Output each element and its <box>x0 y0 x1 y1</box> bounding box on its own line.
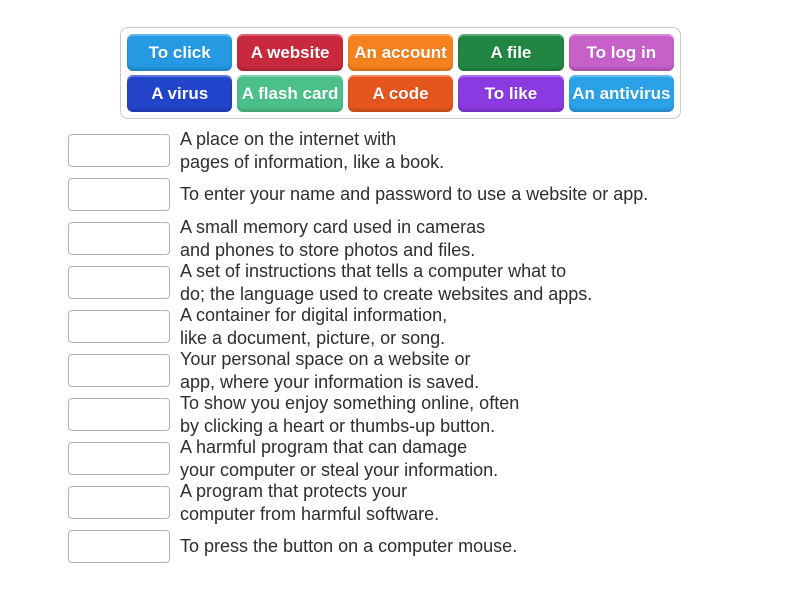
answer-drop-slot[interactable] <box>68 442 170 475</box>
definition-line: A small memory card used in cameras <box>180 216 486 237</box>
match-row <box>68 530 768 563</box>
definition-line: your computer or steal your information. <box>180 459 499 480</box>
answer-drop-slot[interactable] <box>68 530 170 563</box>
match-row <box>68 392 768 436</box>
word-tile-to-log-in[interactable]: To log in <box>569 34 674 71</box>
answer-drop-slot[interactable] <box>68 310 170 343</box>
definition-line: A container for digital information, <box>180 304 448 325</box>
word-bank-row-1 <box>127 34 674 71</box>
definition-line: app, where your information is saved. <box>180 371 480 392</box>
match-row <box>68 178 768 211</box>
definition-line: To show you enjoy something online, often <box>180 392 520 413</box>
word-tile-a-code[interactable]: A code <box>348 75 453 112</box>
definition-line: by clicking a heart or thumbs-up button. <box>180 415 496 436</box>
definition-line: pages of information, like a book. <box>180 151 445 172</box>
definition-text <box>180 260 592 306</box>
definition-line: Your personal space on a website or <box>180 348 471 369</box>
word-tile-a-virus[interactable]: A virus <box>127 75 232 112</box>
word-tile-an-account[interactable]: An account <box>348 34 453 71</box>
definition-line: To press the button on a computer mouse. <box>180 536 518 556</box>
definition-text <box>180 128 444 174</box>
match-row <box>68 128 768 172</box>
definition-line: A place on the internet with <box>180 128 397 149</box>
word-tile-a-website[interactable]: A website <box>237 34 342 71</box>
definition-line: To enter your name and password to use a website or app. <box>180 184 649 204</box>
definition-line: A program that protects your <box>180 480 408 501</box>
word-tile-to-like[interactable]: To like <box>458 75 563 112</box>
definitions-list <box>68 128 768 574</box>
word-tile-a-flash-card[interactable]: A flash card <box>237 75 342 112</box>
word-bank-panel <box>120 27 681 119</box>
answer-drop-slot[interactable] <box>68 134 170 167</box>
match-row <box>68 436 768 480</box>
answer-drop-slot[interactable] <box>68 178 170 211</box>
definition-text <box>180 183 648 206</box>
definition-text <box>180 392 519 438</box>
definition-text <box>180 348 479 394</box>
definition-line: A harmful program that can damage <box>180 436 468 457</box>
word-tile-an-antivirus[interactable]: An antivirus <box>569 75 674 112</box>
match-row <box>68 348 768 392</box>
definition-line: computer from harmful software. <box>180 503 440 524</box>
match-row <box>68 260 768 304</box>
word-tile-to-click[interactable]: To click <box>127 34 232 71</box>
definition-text <box>180 480 439 526</box>
answer-drop-slot[interactable] <box>68 222 170 255</box>
definition-line: and phones to store photos and files. <box>180 239 476 260</box>
definition-text <box>180 436 498 482</box>
answer-drop-slot[interactable] <box>68 398 170 431</box>
answer-drop-slot[interactable] <box>68 354 170 387</box>
match-row <box>68 216 768 260</box>
word-bank-row-2 <box>127 75 674 112</box>
match-row <box>68 480 768 524</box>
match-row <box>68 304 768 348</box>
answer-drop-slot[interactable] <box>68 486 170 519</box>
definition-text <box>180 216 485 262</box>
definition-line: A set of instructions that tells a computer what to <box>180 260 567 281</box>
answer-drop-slot[interactable] <box>68 266 170 299</box>
definition-text <box>180 535 517 558</box>
definition-line: do; the language used to create websites and apps. <box>180 283 593 304</box>
word-tile-a-file[interactable]: A file <box>458 34 563 71</box>
definition-line: like a document, picture, or song. <box>180 327 446 348</box>
definition-text <box>180 304 447 350</box>
